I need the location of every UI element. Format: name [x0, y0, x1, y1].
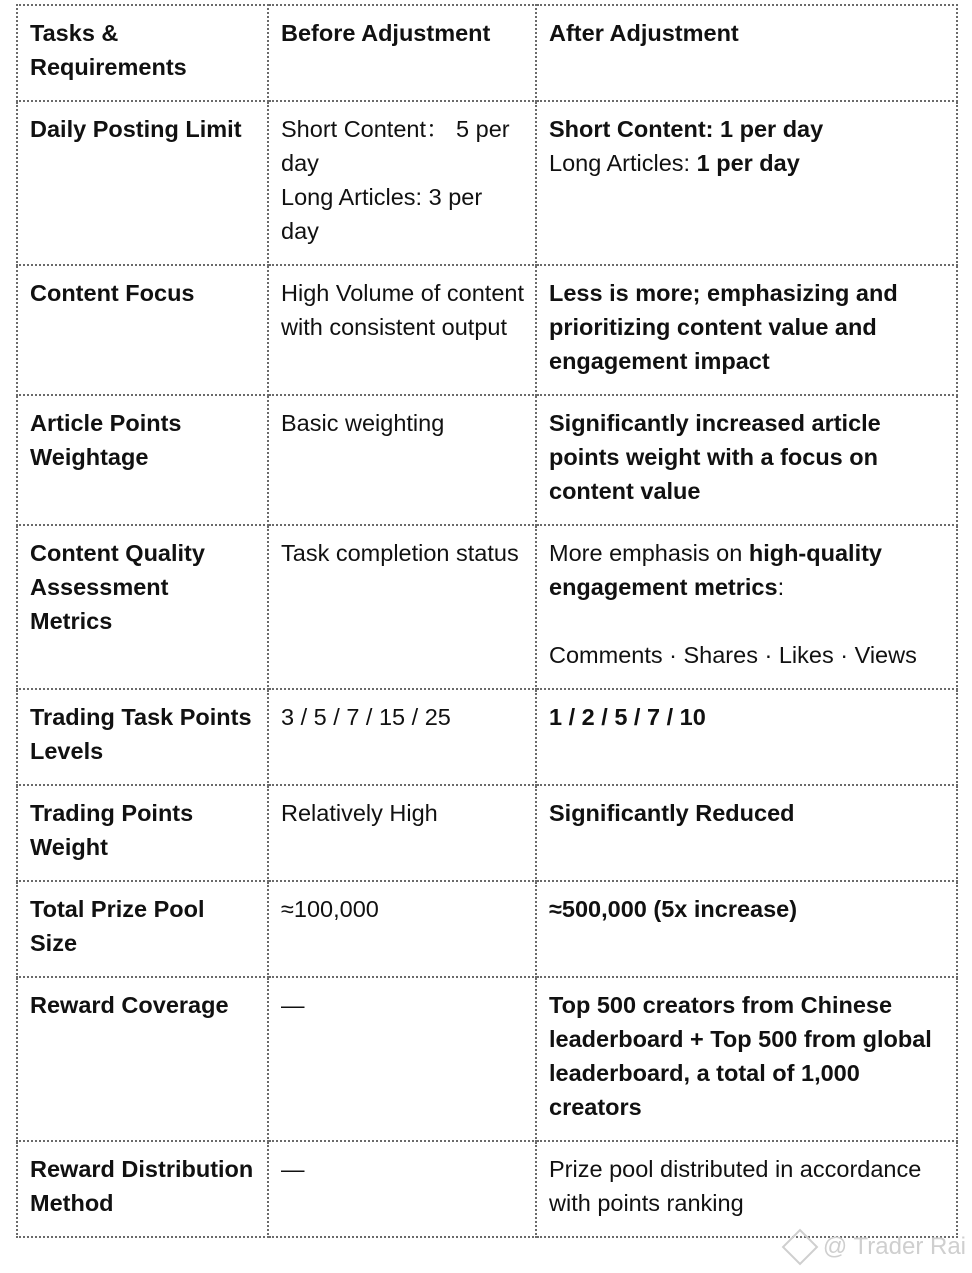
table-row — [17, 785, 957, 881]
before-cell — [268, 101, 536, 265]
header-after: After Adjustment — [536, 5, 957, 101]
metrics-list: Comments · Shares · Likes · Views — [549, 642, 917, 668]
after-bold: high-quality engagement metrics — [549, 540, 882, 600]
table-row — [17, 101, 957, 265]
row-label: Reward Distribution Method — [17, 1141, 268, 1237]
after-cell: Prize pool distributed in accordance with points ranking — [536, 1141, 957, 1237]
before-cell: — — [268, 1141, 536, 1237]
row-label: Content Quality Assessment Metrics — [17, 525, 268, 689]
before-line: Short Content： 5 per day — [281, 116, 510, 176]
after-line-bold: 1 per day — [696, 150, 800, 176]
table-row — [17, 265, 957, 395]
row-label: Article Points Weightage — [17, 395, 268, 525]
row-label: Daily Posting Limit — [17, 101, 268, 265]
table-row — [17, 1141, 957, 1237]
after-cell: Significantly increased article points weight with a focus on content value — [536, 395, 957, 525]
header-before: Before Adjustment — [268, 5, 536, 101]
after-cell: 1 / 2 / 5 / 7 / 10 — [536, 689, 957, 785]
spacer — [549, 604, 946, 638]
comparison-table — [16, 4, 958, 1238]
table-row — [17, 881, 957, 977]
before-cell: Task completion status — [268, 525, 536, 689]
before-cell: 3 / 5 / 7 / 15 / 25 — [268, 689, 536, 785]
before-line: Long Articles: 3 per day — [281, 184, 483, 244]
table-row — [17, 977, 957, 1141]
after-cell: Significantly Reduced — [536, 785, 957, 881]
after-cell — [536, 525, 957, 689]
binance-logo-icon — [782, 1229, 819, 1266]
after-cell: ≈500,000 (5x increase) — [536, 881, 957, 977]
after-suffix: : — [777, 574, 785, 600]
row-label: Trading Points Weight — [17, 785, 268, 881]
after-cell — [536, 101, 957, 265]
header-row — [17, 5, 957, 101]
before-cell: High Volume of content with consistent output — [268, 265, 536, 395]
table-row — [17, 525, 957, 689]
after-line-prefix: Long Articles: — [549, 150, 697, 176]
before-cell: Relatively High — [268, 785, 536, 881]
watermark-text: @ Trader Rai — [822, 1233, 966, 1260]
after-line: Short Content: 1 per day — [549, 116, 824, 142]
header-tasks: Tasks & Requirements — [17, 5, 268, 101]
after-cell: Less is more; emphasizing and prioritizing content value and engagement impact — [536, 265, 957, 395]
row-label: Total Prize Pool Size — [17, 881, 268, 977]
before-cell: ≈100,000 — [268, 881, 536, 977]
before-cell: Basic weighting — [268, 395, 536, 525]
before-cell: — — [268, 977, 536, 1141]
row-label: Trading Task Points Levels — [17, 689, 268, 785]
table-row — [17, 689, 957, 785]
after-cell: Top 500 creators from Chinese leaderboard + Top 500 from global leaderboard, a total of 1,000 creators — [536, 977, 957, 1141]
row-label: Reward Coverage — [17, 977, 268, 1141]
watermark — [787, 1233, 966, 1261]
row-label: Content Focus — [17, 265, 268, 395]
table-row — [17, 395, 957, 525]
after-prefix: More emphasis on — [549, 540, 749, 566]
